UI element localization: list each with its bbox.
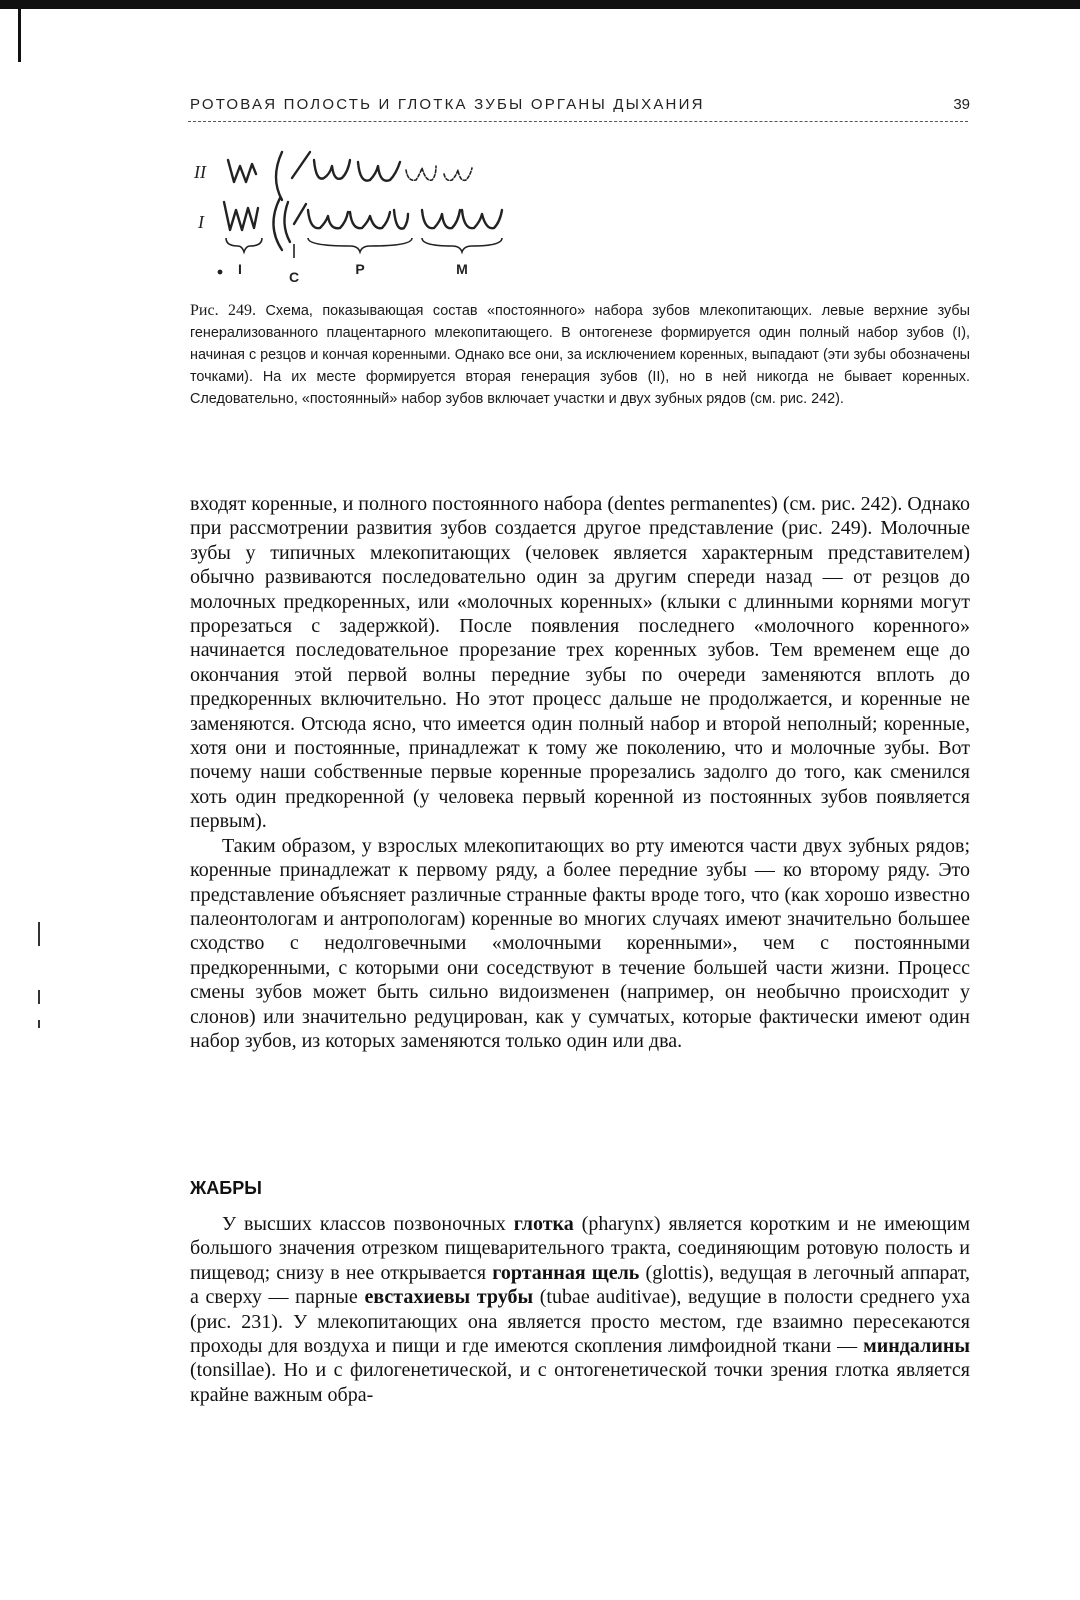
left-edge-rule	[18, 0, 21, 62]
section-text-a: У высших классов позвоночных	[222, 1213, 514, 1235]
top-edge-rule	[0, 0, 1080, 9]
term-pharynx: глотка	[513, 1213, 574, 1235]
running-head	[190, 96, 970, 118]
body-paragraph-1: входят коренные, и полного постоянного набора (dentes permanentes) (см. рис. 242). Однако при рассмотрении развития зубов создается другое представление (рис. 249). Молочные зубы у типичных млекопитающих (человек является характерным представителем) обычно развиваются последовательно один за другим спереди назад — от резцов до молочных предкоренных, или «молочных коренных» (клыки с длинными корнями могут прорезаться с задержкой). После появления последнего «молочного коренного» начинается последовательное прорезание трех коренных зубов. Тем временем еще до окончания этой первой волны передние зубы по очереди заменяются вплоть до предкоренных включительно. Но этот процесс дальше не продолжается, и коренные не заменяются. Отсюда ясно, что имеется один полный набор и второй неполный; коренные, хотя они и постоянные, принадлежат к тому же поколению, что и молочные зубы. Вот почему наши собственные первые коренные прорезались задолго до того, как сменился хоть один предкоренной (у человека первый коренной из постоянных зубов появляется первым).	[190, 493, 970, 833]
running-head-title: РОТОВАЯ ПОЛОСТЬ И ГЛОТКА ЗУБЫ ОРГАНЫ ДЫХАНИЯ	[190, 96, 705, 113]
tooth-row-i	[224, 198, 502, 250]
caption-lead: Рис. 249.	[190, 302, 257, 319]
section-body	[190, 1212, 970, 1407]
group-braces	[226, 238, 502, 258]
group-label-premolars: P	[355, 261, 365, 277]
group-label-molars: M	[456, 261, 468, 277]
margin-mark	[38, 1020, 40, 1028]
page-number: 39	[953, 96, 970, 113]
caption-text: Схема, показывающая состав «постоянного» набора зубов млекопитающих. левые верхние зубы генерализованного плацентарного млекопитающего. В онтогенезе формируется один полный набор зубов (I), начиная с резцов и кончая коренными. Однако все они, за исключением коренных, выпадают (эти зубы обозначены точками). На их месте формируется вторая генерация зубов (II), но в ней никогда не бывает коренных. Следовательно, «постоянный» набор зубов включает участки и двух зубных рядов (см. рис. 242).	[190, 303, 970, 407]
body-text	[190, 492, 970, 1053]
tooth-diagram	[190, 138, 610, 288]
section-text-e: (glottis), ведущая в легочный аппарат, а сверху — парные	[190, 1261, 971, 1309]
section-text-c: (pharynx) является коротким и не имеющим большого значения отрезком пищеварительного тракта, соединяющим ротовую полость и пищевод; снизу в нее открывается	[190, 1213, 971, 1284]
figure-caption	[190, 300, 970, 410]
margin-mark	[38, 922, 40, 946]
running-head-rule	[188, 121, 968, 122]
deciduous-dot	[218, 270, 223, 275]
section-paragraph-1	[190, 1212, 970, 1407]
term-eustachian-tubes: евстахиевы трубы	[364, 1286, 534, 1309]
term-tonsils: миндалины	[863, 1335, 970, 1358]
row-label-ii: II	[194, 162, 206, 182]
body-paragraph-2: Таким образом, у взрослых млекопитающих во рту имеются части двух зубных рядов; коренные принадлежат к первому ряду, а более передние зубы — ко второму ряду. Это представление объясняет различные странные факты вроде того, что (как хорошо известно палеонтологам и антропологам) коренные во многих случаях имеют значительно большее сходство с недолговечными «молочными коренными», чем с постоянными предкоренными, с которыми они соседствуют в течение большей части жизни. Процесс смены зубов может быть сильно видоизменен (например, он необычно происходит у слонов) или значительно редуцирован, как у сумчатых, которые фактически имеют один набор зубов, из которых заменяются только один или два.	[190, 834, 970, 1052]
group-label-canine: C	[288, 269, 300, 285]
section-heading: ЖАБРЫ	[190, 1178, 262, 1198]
row-label-i: I	[198, 212, 204, 232]
section-text-g: (tubae auditivae), ведущие в полости среднего уха (рис. 231). У млекопитающих она является просто местом, где взаимно пересекаются проходы для воздуха и пищи и где имеются скопления лимфоидной ткани —	[190, 1286, 971, 1358]
section-text-i: (tonsillae). Но и с филогенетической, и с онтогенетической точки зрения глотка является крайне важным обра-	[190, 1359, 970, 1406]
group-label-incisors: I	[238, 261, 242, 277]
tooth-row-ii	[228, 152, 472, 200]
margin-mark	[38, 990, 40, 1004]
term-glottis: гортанная щель	[492, 1261, 640, 1284]
tooth-diagram-svg	[190, 138, 610, 288]
